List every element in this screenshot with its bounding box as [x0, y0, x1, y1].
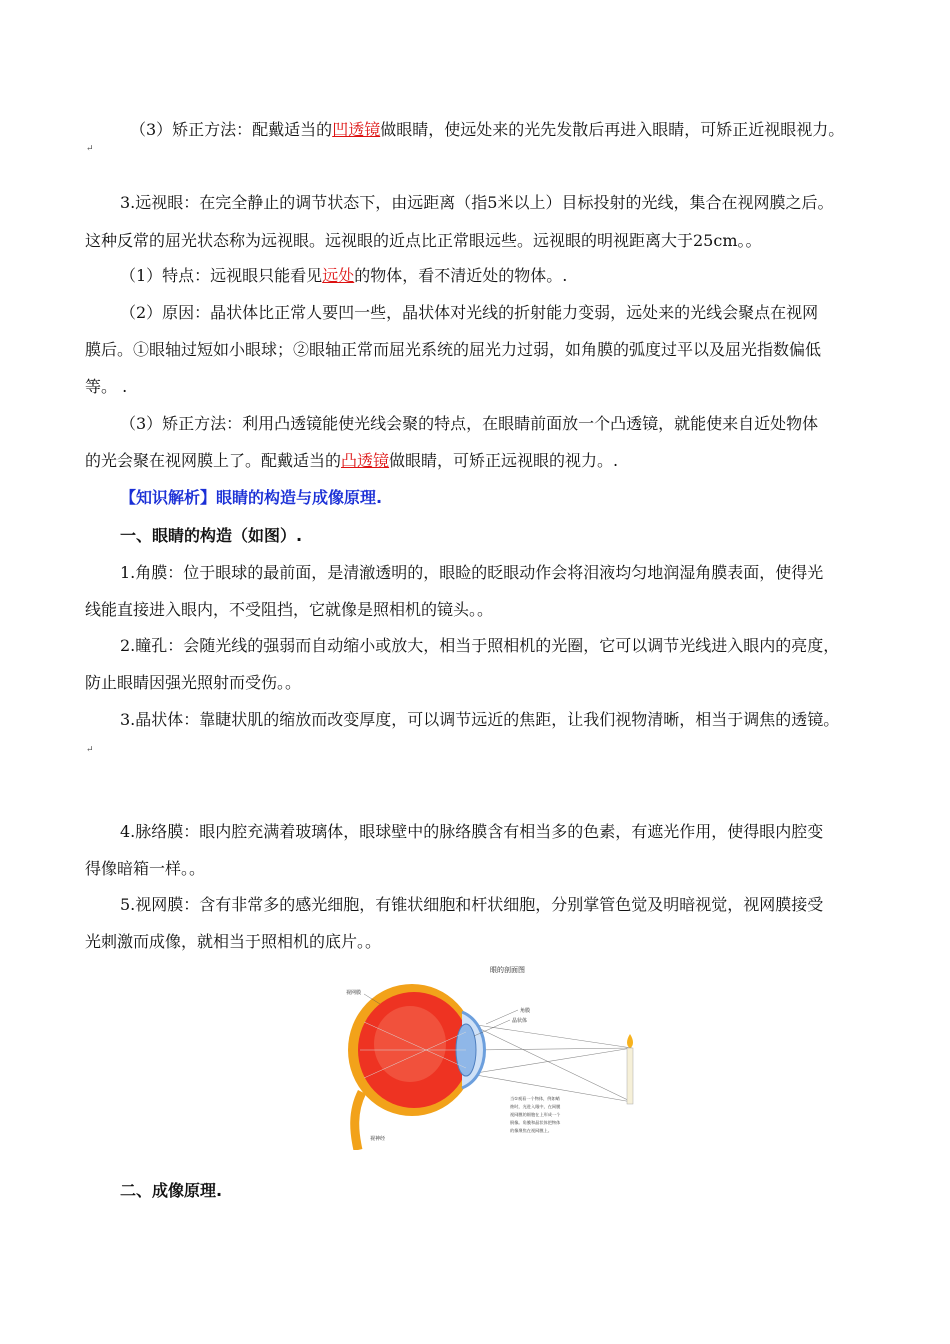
- text-line: 2.瞳孔：会随光线的强弱而自动缩小或放大，相当于照相机的光圈，它可以调节光线进入眼内的亮度，: [120, 636, 840, 655]
- optic-nerve-label: 视神经: [370, 1136, 386, 1142]
- cornea-label: 角膜: [520, 1008, 531, 1014]
- caption-line: 倒像。角膜和晶状体把物体: [510, 1120, 561, 1125]
- caption-line: 视网膜的细胞在上形成一个: [510, 1112, 561, 1117]
- candle: [627, 1048, 633, 1104]
- eye-cross-section-figure: [340, 962, 638, 1150]
- text-span: 的物体，看不清近处的物体。.: [354, 266, 568, 285]
- caption-line: 当①观看一个物体，例如蜡: [510, 1096, 560, 1101]
- far-term: 远处: [322, 266, 355, 285]
- text-line: 这种反常的屈光状态称为远视眼。远视眼的近点比正常眼远些。远视眼的明视距离大于25cm。。: [85, 231, 762, 250]
- text-span: （1）特点：远视眼只能看见: [120, 266, 323, 285]
- text-line: 5.视网膜：含有非常多的感光细胞，有锥状细胞和杆状细胞，分别掌管色觉及明暗视觉，视网膜接受: [120, 895, 824, 914]
- convex-lens-term: 凸透镜: [341, 451, 390, 470]
- text-line: （3）矫正方法：利用凸透镜能使光线会聚的特点，在眼睛前面放一个凸透镜，就能使来自近处物体: [120, 414, 819, 433]
- section-heading: 【知识解析】眼睛的构造与成像原理.: [120, 488, 383, 507]
- text-line: [130, 120, 844, 140]
- text-line: 3.远视眼：在完全静止的调节状态下，由远距离（指5米以上）目标投射的光线，集合在视网膜之后。: [120, 193, 834, 212]
- concave-lens-term: 凹透镜: [332, 120, 381, 139]
- text-span: 做眼睛，可矫正远视眼的视力。.: [389, 451, 619, 470]
- subsection-heading: 一、眼睛的构造（如图）.: [120, 526, 303, 545]
- subsection-heading: 二、成像原理.: [120, 1181, 223, 1200]
- lens-label: 晶状体: [512, 1018, 528, 1024]
- text-line: [85, 451, 618, 471]
- text-line: 1.角膜：位于眼球的最前面，是清澈透明的，眼睑的眨眼动作会将泪液均匀地润湿角膜表面，使得光: [120, 563, 824, 582]
- text-line: [120, 266, 567, 286]
- text-line: 3.晶状体：靠睫状肌的缩放而改变厚度，可以调节远近的焦距，让我们视物清晰，相当于调焦的透镜。: [120, 710, 840, 729]
- caption-line: 的像聚焦在视网膜上。: [510, 1128, 552, 1133]
- text-line: 防止眼睛因强光照射而受伤。。: [85, 673, 302, 692]
- paragraph-mark: ↵: [86, 144, 94, 154]
- text-span: 做眼睛，使远处来的光先发散后再进入眼睛，可矫正近视眼视力。: [380, 120, 845, 139]
- vitreous-highlight: [374, 1006, 446, 1082]
- caption-line: 烛时，光进入眼中，在网膜: [510, 1104, 561, 1109]
- text-line: （2）原因：晶状体比正常人要凹一些，晶状体对光线的折射能力变弱，远处来的光线会聚点在视网: [120, 303, 819, 322]
- text-span: 的光会聚在视网膜上了。配戴适当的: [85, 451, 342, 470]
- text-line: 线能直接进入眼内，不受阻挡，它就像是照相机的镜头。。: [85, 600, 494, 619]
- figure-title: 眼的剖面图: [490, 966, 525, 974]
- text-line: 得像暗箱一样。。: [85, 859, 206, 878]
- retina-label: 视网膜: [346, 990, 362, 996]
- text-line: 等。 .: [85, 377, 128, 396]
- text-span: （3）矫正方法：配戴适当的: [130, 120, 333, 139]
- paragraph-mark: ↵: [86, 745, 94, 755]
- text-line: 4.脉络膜：眼内腔充满着玻璃体，眼球壁中的脉络膜含有相当多的色素，有遮光作用，使得眼内腔变: [120, 822, 824, 841]
- text-line: 光刺激而成像，就相当于照相机的底片。。: [85, 932, 382, 951]
- text-line: 膜后。①眼轴过短如小眼球；②眼轴正常而屈光系统的屈光力过弱，如角膜的弧度过平以及屈光指数偏低: [85, 340, 822, 359]
